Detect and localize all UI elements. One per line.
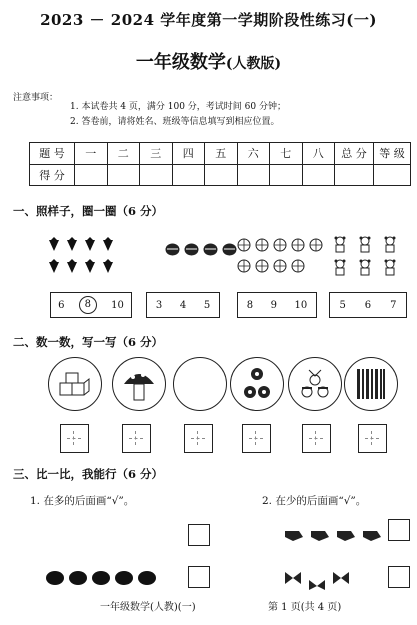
ball-icon xyxy=(291,258,307,277)
number-box-1 xyxy=(50,292,132,318)
table-cell: 等 级 xyxy=(374,143,411,165)
footer-left: 一年级数学(人教)(一) xyxy=(100,602,196,613)
ball-icon xyxy=(273,258,289,277)
bear-icon xyxy=(357,236,380,257)
ball-group xyxy=(237,237,325,277)
strawberry-icon xyxy=(83,236,99,256)
bear-icon xyxy=(357,259,380,280)
ball-icon xyxy=(273,237,289,256)
section-1-title: 一、照样子，圈一圈（6 分） xyxy=(13,204,164,218)
number-option[interactable]: 10 xyxy=(294,299,308,311)
subject-title: 一年级数学 xyxy=(135,52,226,73)
score-cell[interactable] xyxy=(237,164,270,186)
mushroom-icon xyxy=(121,364,157,404)
fruit-group xyxy=(165,241,239,260)
section-3-title: 三、比一比，我能行（6 分） xyxy=(13,467,164,481)
cubes-icon xyxy=(58,371,92,397)
ball-icon xyxy=(255,258,271,277)
score-table-header-row xyxy=(30,143,411,165)
bear-group xyxy=(332,236,405,280)
table-cell: 八 xyxy=(302,143,335,165)
ball-icon xyxy=(309,237,325,256)
barcode-icon xyxy=(356,368,386,400)
edition-label: (人教版) xyxy=(225,56,282,72)
strawberry-icon xyxy=(83,258,99,278)
fruit-icon xyxy=(184,241,201,260)
check-box-2b[interactable] xyxy=(388,566,410,588)
number-option[interactable]: 6 xyxy=(58,299,65,311)
table-cell: 五 xyxy=(205,143,238,165)
score-cell[interactable] xyxy=(107,164,140,186)
whistle-icon xyxy=(283,527,383,543)
table-cell: 七 xyxy=(270,143,303,165)
number-option[interactable]: 7 xyxy=(390,299,397,311)
picture-circle xyxy=(112,357,166,411)
ball-icon xyxy=(237,237,253,256)
number-option[interactable]: 8 xyxy=(246,299,254,311)
table-cell: 二 xyxy=(107,143,140,165)
notice-item-2: 2. 答卷前，请将姓名、班级等信息填写到相应位置。 xyxy=(70,117,280,127)
notice-item-1: 1. 本试卷共 4 页，满分 100 分，考试时间 60 分钟； xyxy=(70,102,286,112)
score-cell[interactable] xyxy=(75,164,108,186)
exam-title: 2023 － 2024 学年度第一学期阶段性练习(一) xyxy=(40,11,377,29)
score-cell[interactable] xyxy=(302,164,335,186)
table-cell: 四 xyxy=(172,143,205,165)
score-cell[interactable] xyxy=(335,164,374,186)
ball-icon xyxy=(255,237,271,256)
number-option[interactable]: 3 xyxy=(155,299,163,311)
table-cell: 六 xyxy=(237,143,270,165)
acorns-icon xyxy=(298,368,332,400)
answer-square[interactable] xyxy=(242,424,271,453)
strawberry-group xyxy=(47,236,117,278)
number-box-2 xyxy=(146,292,220,318)
number-option[interactable]: 5 xyxy=(339,299,346,311)
score-table-score-row xyxy=(30,164,411,186)
flowers-icon xyxy=(242,366,272,402)
score-cell[interactable] xyxy=(270,164,303,186)
table-cell: 得 分 xyxy=(30,164,75,186)
table-cell: 总 分 xyxy=(335,143,374,165)
table-cell: 题 号 xyxy=(30,143,75,165)
answer-square[interactable] xyxy=(122,424,151,453)
strawberry-icon xyxy=(101,236,117,256)
score-table xyxy=(29,142,411,186)
bear-icon xyxy=(332,259,355,280)
number-option-circled[interactable]: 8 xyxy=(79,296,97,314)
notice-heading: 注意事项： xyxy=(13,93,59,103)
bow-icon xyxy=(283,566,353,590)
picture-circle xyxy=(230,357,284,411)
bear-icon xyxy=(332,236,355,257)
picture-circle xyxy=(344,357,398,411)
blob-group xyxy=(45,570,170,590)
number-option[interactable]: 10 xyxy=(111,299,124,311)
picture-circle xyxy=(48,357,102,411)
picture-circle xyxy=(288,357,342,411)
number-option[interactable]: 9 xyxy=(270,299,277,311)
check-box-1b[interactable] xyxy=(188,566,210,588)
answer-square[interactable] xyxy=(60,424,89,453)
answer-square[interactable] xyxy=(184,424,213,453)
ball-icon xyxy=(291,237,307,256)
strawberry-icon xyxy=(65,258,81,278)
footer-page: 第 1 页(共 4 页) xyxy=(268,602,342,613)
blob-icon xyxy=(45,570,170,586)
strawberry-icon xyxy=(65,236,81,256)
score-cell[interactable] xyxy=(172,164,205,186)
number-box-4 xyxy=(329,292,407,318)
answer-square[interactable] xyxy=(302,424,331,453)
fruit-icon xyxy=(203,241,220,260)
question-1: 1. 在多的后面画“√”。 xyxy=(30,495,135,507)
empty-circle xyxy=(173,357,227,411)
check-box-2a[interactable] xyxy=(388,519,410,541)
ball-icon xyxy=(237,258,253,277)
table-cell: 一 xyxy=(75,143,108,165)
fruit-icon xyxy=(165,241,182,260)
bear-icon xyxy=(382,236,405,257)
score-cell[interactable] xyxy=(205,164,238,186)
question-2: 2. 在少的后面画“√”。 xyxy=(262,495,367,507)
check-box-1a[interactable] xyxy=(188,524,210,546)
whistle-group xyxy=(283,527,383,547)
strawberry-icon xyxy=(47,258,63,278)
score-cell[interactable] xyxy=(374,164,411,186)
bear-icon xyxy=(382,259,405,280)
table-cell: 三 xyxy=(140,143,173,165)
strawberry-icon xyxy=(101,258,117,278)
section-2-title: 二、数一数，写一写（6 分） xyxy=(13,335,164,349)
answer-square[interactable] xyxy=(358,424,387,453)
number-box-3 xyxy=(237,292,317,318)
number-option[interactable]: 5 xyxy=(203,299,211,311)
strawberry-icon xyxy=(47,236,63,256)
number-option[interactable]: 4 xyxy=(179,299,187,311)
score-cell[interactable] xyxy=(140,164,173,186)
number-option[interactable]: 6 xyxy=(364,299,372,311)
exam-subtitle xyxy=(0,48,417,74)
bow-group xyxy=(283,566,353,594)
